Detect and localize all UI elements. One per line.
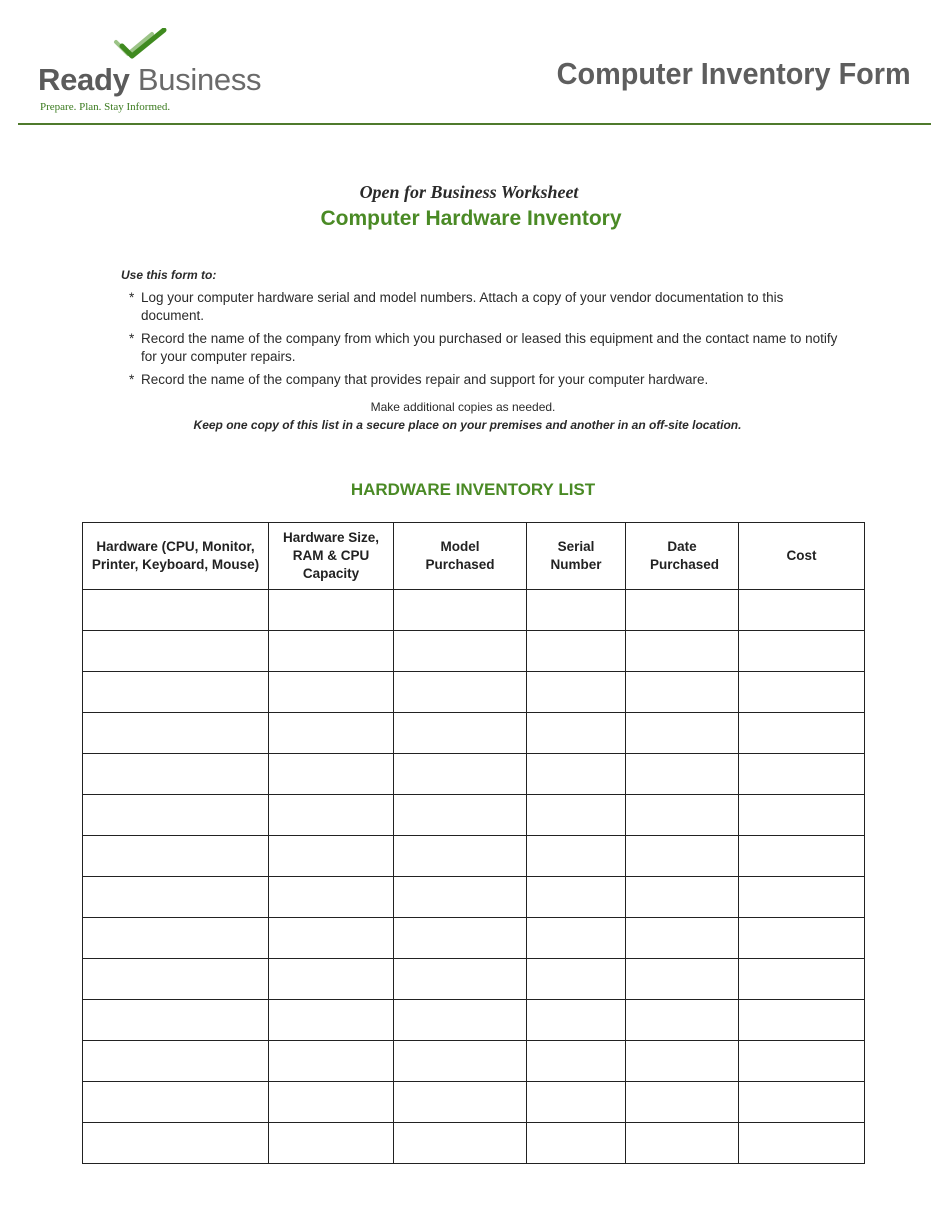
column-header-model: Model Purchased [394, 523, 527, 590]
cell-hardware[interactable] [83, 713, 269, 754]
column-header-date: Date Purchased [626, 523, 739, 590]
cell-hardware[interactable] [83, 1123, 269, 1164]
cell-date[interactable] [626, 1123, 739, 1164]
instructions-list [129, 289, 849, 394]
page-header [0, 0, 950, 126]
hardware-inventory-table [82, 522, 865, 1164]
cell-model[interactable] [394, 1000, 527, 1041]
worksheet-subtitle: Open for Business Worksheet [359, 182, 579, 202]
table-header-row [83, 523, 865, 590]
cell-serial[interactable] [527, 877, 626, 918]
table-row [83, 1082, 865, 1123]
table-row [83, 918, 865, 959]
table-row [83, 959, 865, 1000]
table-row [83, 631, 865, 672]
cell-serial[interactable] [527, 1000, 626, 1041]
form-title: Computer Inventory Form [556, 56, 911, 91]
cell-hardware[interactable] [83, 836, 269, 877]
instruction-item [129, 289, 849, 325]
cell-hardware-size[interactable] [269, 1041, 394, 1082]
column-header-hardware-size: Hardware Size, RAM & CPU Capacity [269, 523, 394, 590]
cell-hardware[interactable] [83, 918, 269, 959]
column-header-hardware: Hardware (CPU, Monitor, Printer, Keyboard, Mouse) [83, 523, 269, 590]
cell-hardware-size[interactable] [269, 672, 394, 713]
cell-model[interactable] [394, 1041, 527, 1082]
cell-model[interactable] [394, 713, 527, 754]
cell-serial[interactable] [527, 918, 626, 959]
cell-model[interactable] [394, 1082, 527, 1123]
cell-serial[interactable] [527, 795, 626, 836]
cell-date[interactable] [626, 1041, 739, 1082]
table-row [83, 1123, 865, 1164]
cell-hardware-size[interactable] [269, 836, 394, 877]
cell-hardware[interactable] [83, 1041, 269, 1082]
cell-cost[interactable] [739, 631, 865, 672]
cell-hardware[interactable] [83, 590, 269, 631]
cell-hardware-size[interactable] [269, 754, 394, 795]
cell-hardware[interactable] [83, 877, 269, 918]
cell-date[interactable] [626, 1082, 739, 1123]
column-header-serial: Serial Number [527, 523, 626, 590]
cell-hardware-size[interactable] [269, 877, 394, 918]
instructions-label: Use this form to: [121, 268, 217, 282]
table-row [83, 836, 865, 877]
column-header-cost: Cost [739, 523, 865, 590]
cell-hardware[interactable] [83, 795, 269, 836]
cell-cost[interactable] [739, 1123, 865, 1164]
cell-cost[interactable] [739, 918, 865, 959]
logo-word-ready: Ready [38, 62, 130, 97]
cell-cost[interactable] [739, 672, 865, 713]
cell-date[interactable] [626, 795, 739, 836]
instruction-item [129, 371, 849, 389]
cell-hardware-size[interactable] [269, 959, 394, 1000]
cell-cost[interactable] [739, 590, 865, 631]
cell-model[interactable] [394, 672, 527, 713]
cell-serial[interactable] [527, 590, 626, 631]
cell-hardware-size[interactable] [269, 1000, 394, 1041]
inventory-table-body [83, 590, 865, 1164]
cell-date[interactable] [626, 836, 739, 877]
cell-cost[interactable] [739, 959, 865, 1000]
cell-cost[interactable] [739, 877, 865, 918]
cell-hardware[interactable] [83, 631, 269, 672]
logo-word-business: Business [137, 62, 262, 97]
cell-model[interactable] [394, 590, 527, 631]
cell-hardware-size[interactable] [269, 631, 394, 672]
table-row [83, 754, 865, 795]
cell-serial[interactable] [527, 1082, 626, 1123]
cell-model[interactable] [394, 877, 527, 918]
instruction-item [129, 330, 849, 366]
table-row [83, 877, 865, 918]
cell-date[interactable] [626, 590, 739, 631]
cell-model[interactable] [394, 918, 527, 959]
cell-date[interactable] [626, 631, 739, 672]
table-row [83, 1000, 865, 1041]
cell-model[interactable] [394, 631, 527, 672]
cell-hardware-size[interactable] [269, 795, 394, 836]
cell-hardware[interactable] [83, 672, 269, 713]
cell-hardware-size[interactable] [269, 713, 394, 754]
cell-date[interactable] [626, 877, 739, 918]
cell-serial[interactable] [527, 959, 626, 1000]
header-divider [18, 123, 931, 125]
cell-model[interactable] [394, 754, 527, 795]
cell-model[interactable] [394, 836, 527, 877]
bullet-star-icon: * [129, 372, 135, 387]
cell-date[interactable] [626, 713, 739, 754]
cell-cost[interactable] [739, 1000, 865, 1041]
cell-cost[interactable] [739, 754, 865, 795]
inventory-list-title: HARDWARE INVENTORY LIST [350, 480, 596, 499]
instruction-text: Record the name of the company that provides repair and support for your computer hardware. [141, 372, 709, 387]
cell-date[interactable] [626, 1000, 739, 1041]
ready-business-logo [38, 28, 278, 120]
cell-hardware[interactable] [83, 959, 269, 1000]
logo-tagline: Prepare. Plan. Stay Informed. [40, 101, 171, 113]
cell-serial[interactable] [527, 631, 626, 672]
cell-serial[interactable] [527, 1123, 626, 1164]
cell-cost[interactable] [739, 1041, 865, 1082]
cell-hardware-size[interactable] [269, 1082, 394, 1123]
table-row [83, 795, 865, 836]
cell-hardware[interactable] [83, 754, 269, 795]
table-row [83, 713, 865, 754]
keep-copy-note: Keep one copy of this list in a secure place on your premises and another in an off-site location. [193, 418, 742, 432]
bullet-star-icon: * [129, 290, 135, 305]
cell-hardware[interactable] [83, 1082, 269, 1123]
cell-serial[interactable] [527, 672, 626, 713]
cell-serial[interactable] [527, 1041, 626, 1082]
cell-date[interactable] [626, 672, 739, 713]
cell-cost[interactable] [739, 836, 865, 877]
cell-date[interactable] [626, 754, 739, 795]
cell-hardware-size[interactable] [269, 1123, 394, 1164]
cell-date[interactable] [626, 918, 739, 959]
table-row [83, 590, 865, 631]
instruction-text: Record the name of the company from which you purchased or leased this equipment and the contact name to notify for your computer repairs. [141, 331, 838, 364]
table-row [83, 672, 865, 713]
cell-model[interactable] [394, 1123, 527, 1164]
cell-hardware-size[interactable] [269, 590, 394, 631]
cell-serial[interactable] [527, 713, 626, 754]
cell-date[interactable] [626, 959, 739, 1000]
cell-cost[interactable] [739, 795, 865, 836]
checkmark-icon [112, 28, 168, 62]
cell-serial[interactable] [527, 754, 626, 795]
worksheet-title: Computer Hardware Inventory [320, 207, 622, 230]
cell-hardware-size[interactable] [269, 918, 394, 959]
instruction-text: Log your computer hardware serial and model numbers. Attach a copy of your vendor documentation to this document. [141, 290, 784, 323]
cell-cost[interactable] [739, 713, 865, 754]
cell-cost[interactable] [739, 1082, 865, 1123]
table-row [83, 1041, 865, 1082]
logo-wordmark [38, 62, 261, 98]
cell-hardware[interactable] [83, 1000, 269, 1041]
cell-model[interactable] [394, 795, 527, 836]
bullet-star-icon: * [129, 331, 135, 346]
cell-serial[interactable] [527, 836, 626, 877]
copies-note: Make additional copies as needed. [370, 400, 556, 414]
cell-model[interactable] [394, 959, 527, 1000]
